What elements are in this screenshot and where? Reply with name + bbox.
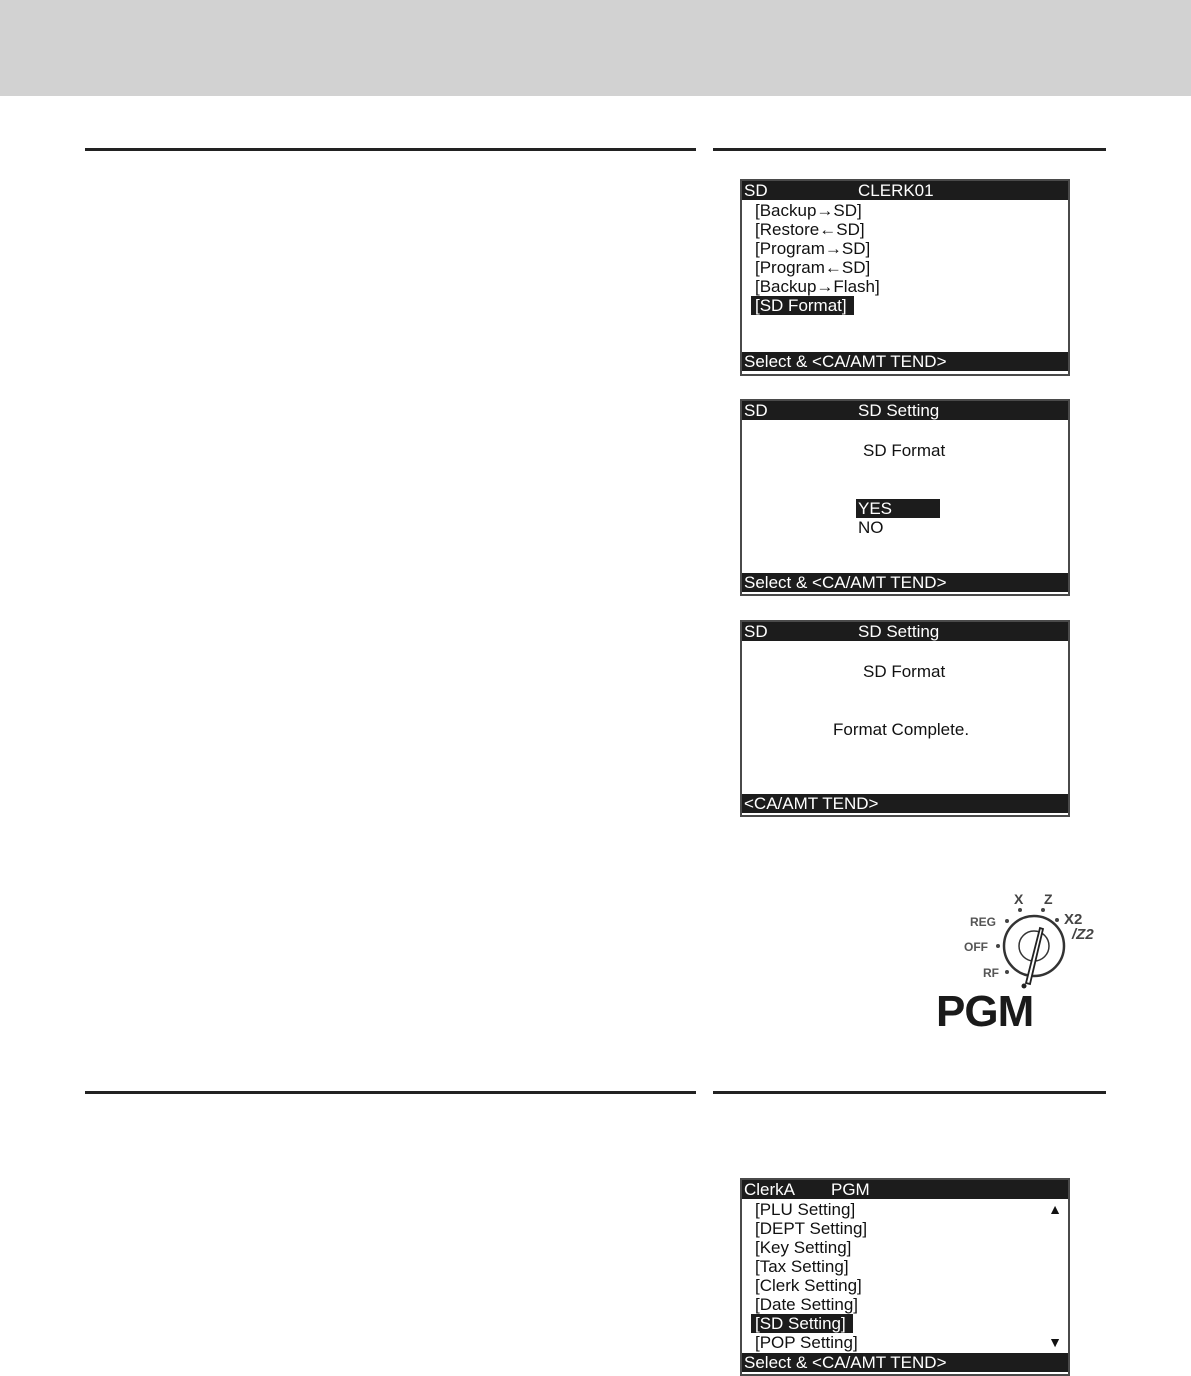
lcd-header-left: ClerkA (744, 1180, 796, 1199)
status-message: Format Complete. (833, 720, 970, 739)
scroll-up-icon[interactable]: ▲ (1048, 1201, 1062, 1217)
lcd-header-left: SD (744, 622, 768, 641)
lcd-screen-format-complete (740, 620, 1070, 817)
menu-item-sd-format-selected[interactable] (751, 296, 854, 315)
menu-item-backup-sd[interactable]: [Backup→SD] (755, 201, 862, 220)
lcd-footer-text: <CA/AMT TEND> (744, 794, 879, 813)
mode-label-rf: RF (983, 966, 999, 980)
lcd-footer-text: Select & <CA/AMT TEND> (744, 352, 947, 371)
mode-label-x2: X2 (1064, 911, 1083, 928)
section-rule-left-bottom (85, 1091, 696, 1094)
lcd-footer-text: Select & <CA/AMT TEND> (744, 1353, 947, 1372)
lcd-header (742, 1180, 1068, 1199)
menu-item-sd-setting-selected[interactable] (751, 1314, 853, 1333)
mode-label-z2: /Z2 (1072, 926, 1094, 943)
scroll-down-icon[interactable]: ▼ (1048, 1334, 1062, 1350)
lcd-header-right: SD Setting (858, 622, 940, 641)
option-yes-label: YES (858, 499, 893, 518)
lcd-header (742, 181, 1068, 200)
lcd-footer-text: Select & <CA/AMT TEND> (744, 573, 947, 592)
screen-title: SD Format (863, 662, 946, 681)
option-no[interactable]: NO (858, 518, 884, 537)
lcd-footer (742, 573, 1068, 592)
lcd-header-right: SD Setting (858, 401, 940, 420)
menu-item-plu-setting[interactable]: [PLU Setting] (755, 1200, 856, 1219)
menu-item-backup-flash[interactable]: [Backup→Flash] (755, 277, 880, 296)
lcd-header-right: PGM (831, 1180, 870, 1199)
menu-item-program-from-sd[interactable]: [Program←SD] (755, 258, 871, 277)
lcd-footer (742, 1353, 1068, 1372)
key-dial-icon (1004, 916, 1064, 989)
lcd-screen-sd-format-confirm (740, 399, 1070, 596)
menu-item-key-setting[interactable]: [Key Setting] (755, 1238, 852, 1257)
lcd-screen-pgm-menu (740, 1178, 1070, 1376)
lcd-header (742, 401, 1068, 420)
mode-label-x: X (1014, 891, 1024, 907)
menu-item-dept-setting[interactable]: [DEPT Setting] (755, 1219, 868, 1238)
lcd-footer (742, 352, 1068, 371)
menu-item-program-to-sd[interactable]: [Program→SD] (755, 239, 871, 258)
lcd-header-left: SD (744, 181, 768, 200)
header-band (0, 0, 1191, 96)
mode-label-z: Z (1044, 891, 1053, 907)
lcd-header-right: CLERK01 (858, 181, 934, 200)
mode-switch-dial[interactable] (930, 888, 1120, 1038)
mode-label-reg: REG (970, 915, 997, 929)
mode-current-pgm: PGM (936, 987, 1034, 1036)
lcd-header-left: SD (744, 401, 768, 420)
lcd-footer (742, 794, 1068, 813)
menu-item-tax-setting[interactable]: [Tax Setting] (755, 1257, 849, 1276)
mode-label-off: OFF (964, 940, 988, 954)
section-rule-right-top (713, 148, 1106, 151)
lcd-screen-sd-menu (740, 179, 1070, 376)
section-rule-left-top (85, 148, 696, 151)
selected-item-label: [SD Format] (751, 296, 854, 315)
menu-item-date-setting[interactable]: [Date Setting] (755, 1295, 859, 1314)
section-rule-right-bottom (713, 1091, 1106, 1094)
lcd-header (742, 622, 1068, 641)
menu-item-pop-setting[interactable]: [POP Setting] (755, 1333, 858, 1352)
menu-item-clerk-setting[interactable]: [Clerk Setting] (755, 1276, 862, 1295)
menu-item-restore-sd[interactable]: [Restore←SD] (755, 220, 865, 239)
option-yes-selected[interactable] (856, 499, 940, 518)
screen-title: SD Format (863, 441, 946, 460)
selected-item-label: [SD Setting] (751, 1314, 853, 1333)
